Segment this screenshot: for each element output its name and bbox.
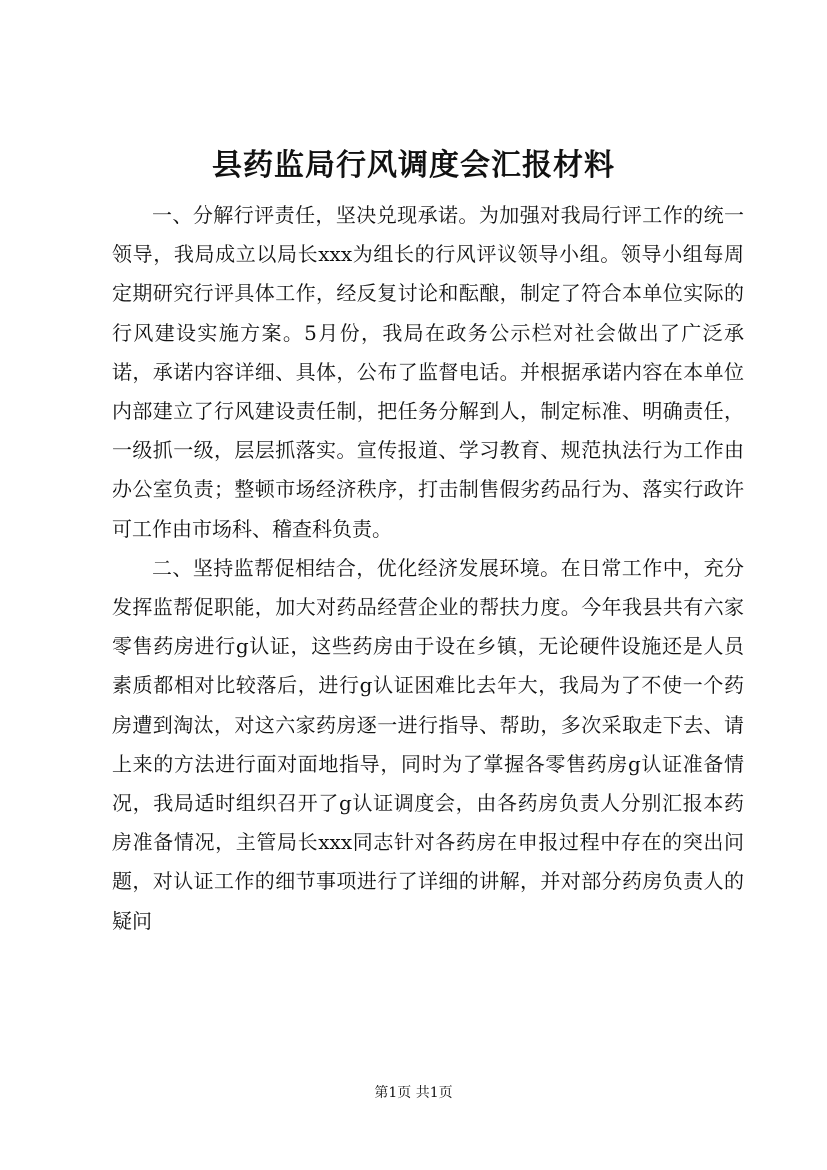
paragraph-2: 二、坚持监帮促相结合，优化经济发展环境。在日常工作中，充分发挥监帮促职能，加大对药品经营企业的帮扶力度。今年我县共有六家零售药房进行g认证，这些药房由于设在乡镇，无论硬件设施还是人员素质都相对比较落后，进行g认证困难比去年大，我局为了不使一个药房遭到淘汰，对这六家药房逐一进行指导、帮助，多次采取走下去、请上来的方法进行面对面地指导，同时为了掌握各零售药房g认证准备情况，我局适时组织召开了g认证调度会，由各药房负责人分别汇报本药房准备情况，主管局长xxx同志针对各药房在申报过程中存在的突出问题，对认证工作的细节事项进行了详细的讲解，并对部分药房负责人的疑问 (112, 555, 744, 933)
document-title: 县药监局行风调度会汇报材料 (212, 148, 615, 183)
paragraph-1: 一、分解行评责任，坚决兑现承诺。为加强对我局行评工作的统一领导，我局成立以局长xxx为组长的行风评议领导小组。领导小组每周定期研究行评具体工作，经反复讨论和酝酿，制定了符合本单位实际的行风建设实施方案。5月份，我局在政务公示栏对社会做出了广泛承诺，承诺内容详细、具体，公布了监督电话。并根据承诺内容在本单位内部建立了行风建设责任制，把任务分解到人，制定标准、明确责任，一级抓一级，层层抓落实。宣传报道、学习教育、规范执法行为工作由办公室负责；整顿市场经济秩序，打击制售假劣药品行为、落实行政许可工作由市场科、稽查科负责。 (112, 203, 744, 541)
page-footer: 第1页 共1页 (374, 1085, 453, 1101)
document-body (112, 196, 744, 941)
